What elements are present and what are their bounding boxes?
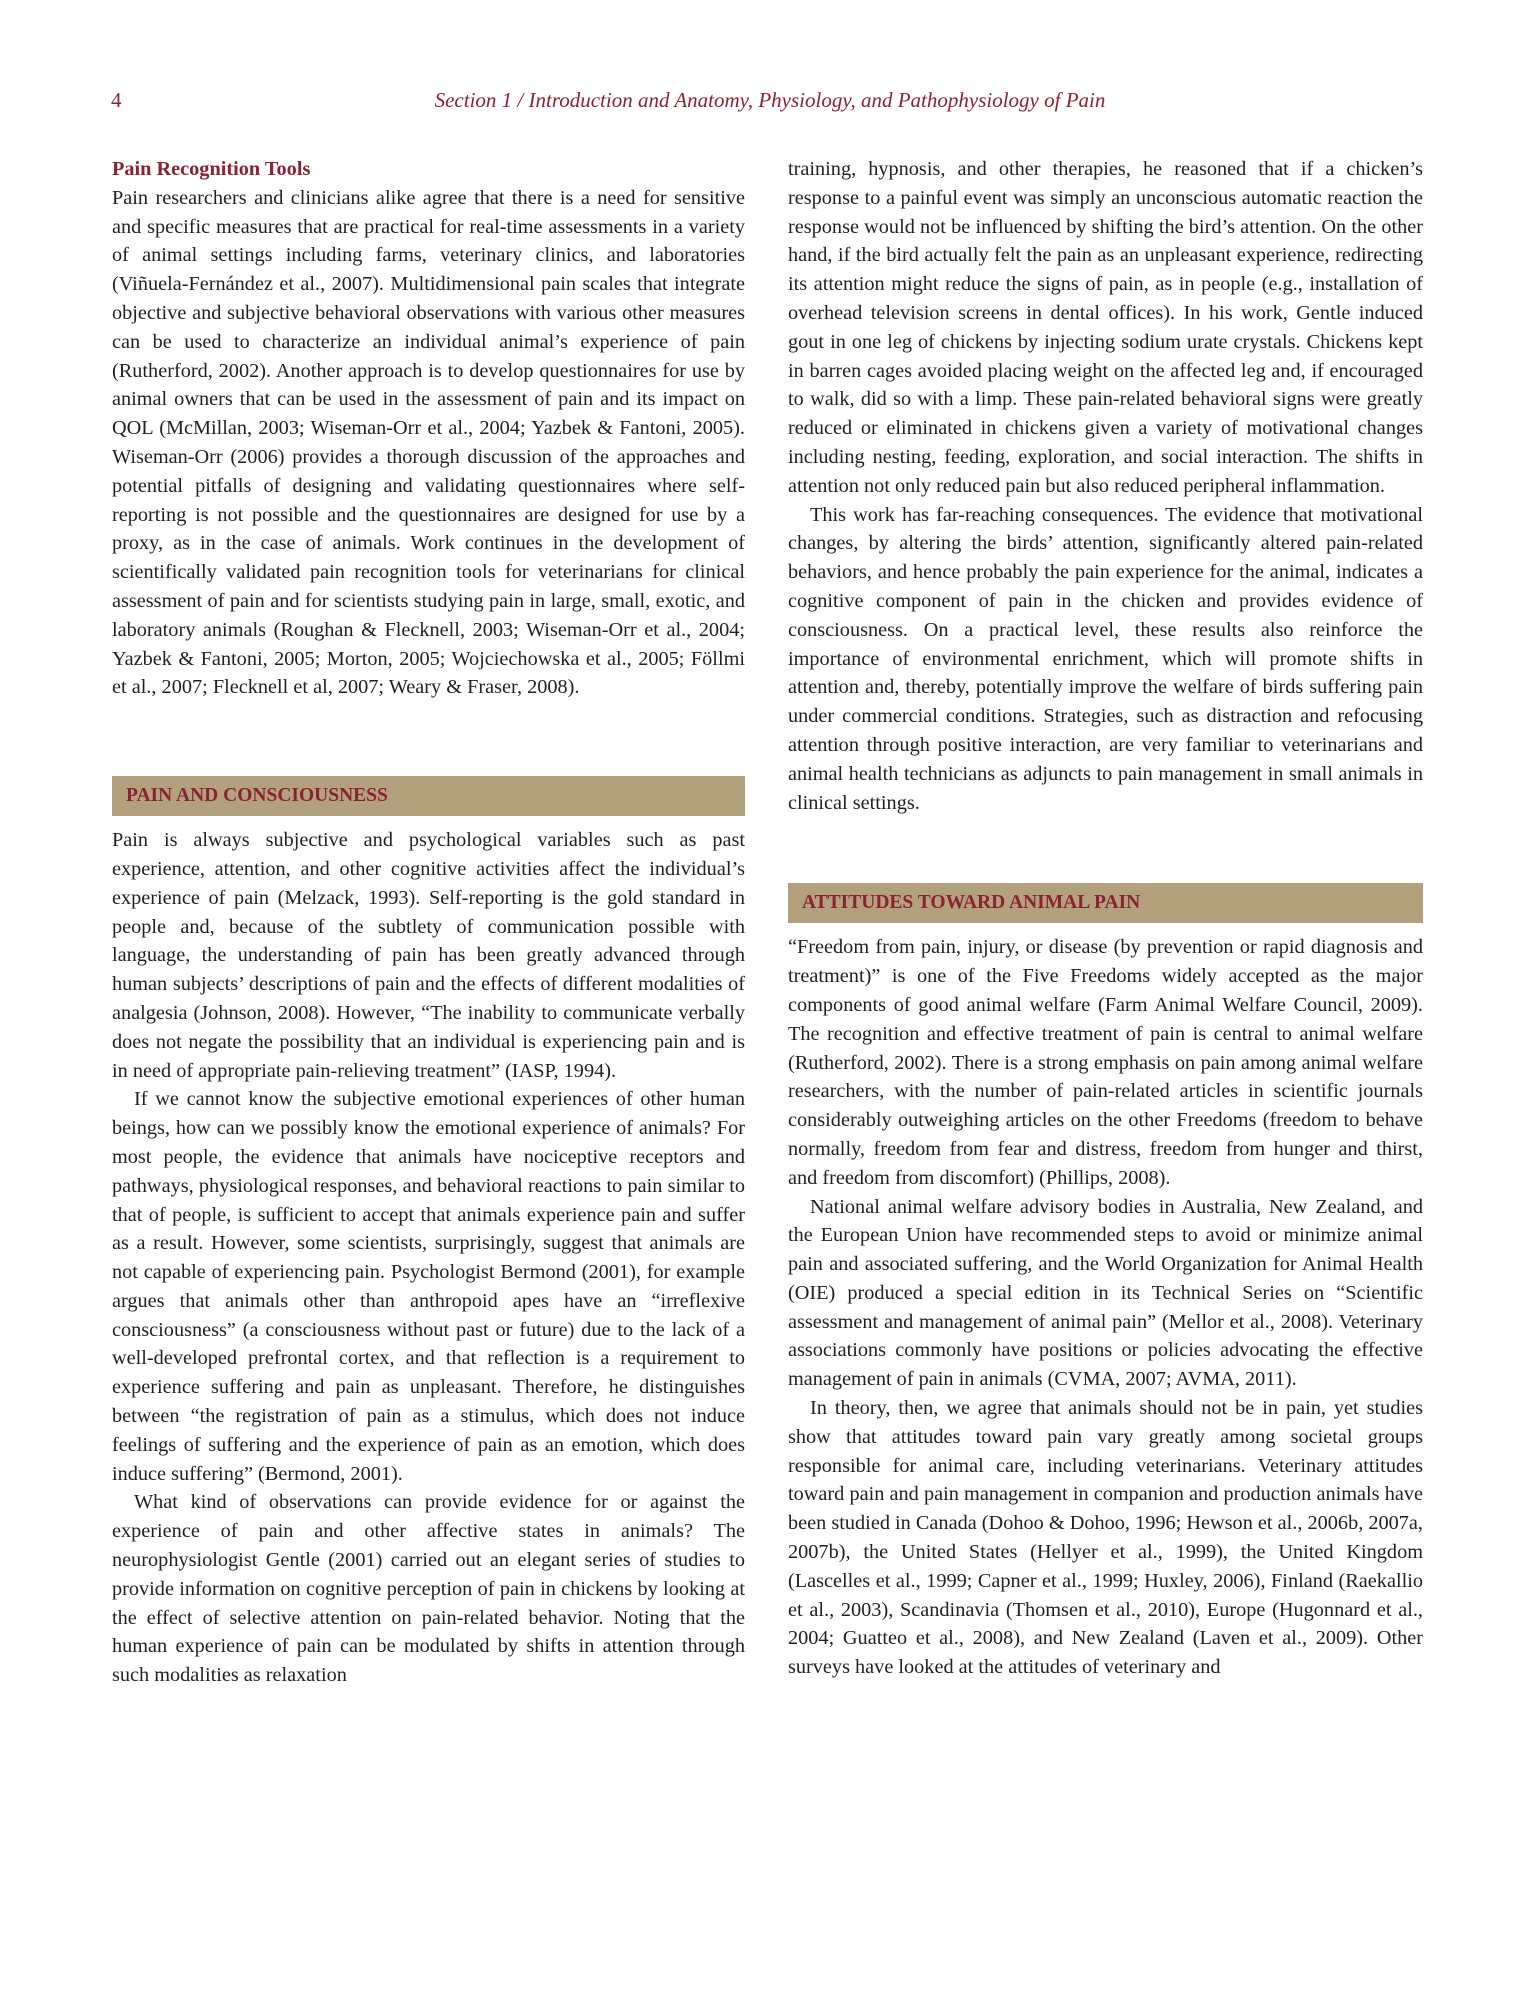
paragraph-five-freedoms: “Freedom from pain, injury, or disease (by prevention or rapid diagnosis and treatment)” is one of the Five Freedoms widely accepted as the major components of good animal welfare (Farm Animal Welfare Council, 2009). The recognition and effective treatment of pain is central to animal welfare (Rutherford, 2002). There is a strong emphasis on pain among animal welfare researchers, with the number of pain-related articles in scientific journals considerably outweighing articles on the other Freedoms (freedom to behave normally, freedom from fear and distress, freedom from hunger and thirst, and freedom from discomfort) (Phillips, 2008). <box>788 936 1423 1189</box>
paragraph-gentle-studies: What kind of observations can provide evidence for or against the experience of pain and other affective states in animals? The neurophysiologist Gentle (2001) carried out an elegant series of studies to provide information on cognitive perception of pain in chickens by looking at the effect of selective attention on pain-related behavior. Noting that the human experience of pain can be modulated by shifts in attention through such modalities as relaxation <box>112 1491 745 1687</box>
paragraph-emotional-experience: If we cannot know the subjective emotional experiences of other human beings, how can we possibly know the emotional experience of animals? For most people, the evidence that animals have nociceptive receptors and pathways, physiological responses, and behavioral reactions to pain similar to that of people, is sufficient to accept that animals experience pain and suffer as a result. However, some scientists, surprisingly, suggest that animals are not capable of experiencing pain. Psychologist Bermond (2001), for example argues that animals other than anthropoid apes have an “irreflexive consciousness” (a consciousness without past or future) due to the lack of a well-developed prefrontal cortex, and that reflection is a requirement to experience suffering and pain as unpleasant. Therefore, he distinguishes between “the registration of pain as a stimulus, which does not induce feelings of suffering and the experience of pain as an emotion, which does induce suffering” (Bermond, 2001). <box>112 1088 745 1485</box>
right-column <box>788 155 1423 1682</box>
section-heading-attitudes-toward-animal-pain: ATTITUDES TOWARD ANIMAL PAIN <box>788 883 1423 923</box>
paragraph-gentle-continued: training, hypnosis, and other therapies, he reasoned that if a chicken’s response to a painful event was simply an unconscious automatic reaction the response would not be influenced by shifting the bird’s attention. On the other hand, if the bird actually felt the pain as an unpleasant experience, redirecting its attention might reduce the signs of pain, as in people (e.g., installation of overhead television screens in dental offices). In his work, Gentle induced gout in one leg of chickens by injecting sodium urate crystals. Chickens kept in barren cages avoided placing weight on the affected leg and, if encouraged to walk, did so with a limp. These pain-related behavioral signs were greatly reduced or eliminated in chickens given a variety of motivational changes including nesting, feeding, exploration, and social interaction. The shifts in attention not only reduced pain but also reduced peripheral inflammation. <box>788 158 1423 497</box>
subhead-pain-recognition-tools: Pain Recognition Tools <box>112 158 311 180</box>
left-column <box>112 155 745 1690</box>
paragraph-consequences: This work has far-reaching consequences. The evidence that motivational changes, by altering the birds’ attention, significantly altered pain-related behaviors, and hence probably the pain experience for the animal, indicates a cognitive component of pain in the chicken and provides evidence of consciousness. On a practical level, these results also reinforce the importance of environmental enrichment, which will promote shifts in attention and, thereby, potentially improve the welfare of birds suffering pain under commercial conditions. Strategies, such as distraction and refocusing attention through positive interaction, are very familiar to veterinarians and animal health technicians as adjuncts to pain management in small animals in clinical settings. <box>788 503 1423 814</box>
paragraph-advisory-bodies: National animal welfare advisory bodies in Australia, New Zealand, and the European Union have recommended steps to avoid or minimize animal pain and associated suffering, and the World Organization for Animal Health (OIE) produced a special edition in its Technical Series on “Scientific assessment and management of animal pain” (Mellor et al., 2008). Veterinary associations commonly have positions or policies advocating the effective management of pain in animals (CVMA, 2007; AVMA, 2011). <box>788 1195 1423 1391</box>
paragraph-veterinary-attitudes: In theory, then, we agree that animals should not be in pain, yet studies show that attitudes toward pain vary greatly among societal groups responsible for animal care, including veterinarians. Veterinary attitudes toward pain and pain management in companion and production animals have been studied in Canada (Dohoo & Dohoo, 1996; Hewson et al., 2006b, 2007a, 2007b), the United States (Hellyer et al., 1999), the United Kingdom (Lascelles et al., 1999; Capner et al., 1999; Huxley, 2006), Finland (Raekallio et al., 2003), Scandinavia (Thomsen et al., 2010), Europe (Hugonnard et al., 2004; Guatteo et al., 2008), and New Zealand (Laven et al., 2009). Other surveys have looked at the attitudes of veterinary and <box>788 1397 1423 1679</box>
page-number: 4 <box>111 88 122 112</box>
section-heading-pain-and-consciousness: PAIN AND CONSCIOUSNESS <box>112 776 745 816</box>
paragraph-subjective-pain: Pain is always subjective and psychological variables such as past experience, attention, and other cognitive activities affect the individual’s experience of pain (Melzack, 1993). Self-reporting is the gold standard in people and, because of the subtlety of communication possible with language, the understanding of pain has been greatly advanced through human subjects’ descriptions of pain and the effects of different modalities of analgesia (Johnson, 2008). However, “The inability to communicate verbally does not negate the possibility that an individual is experiencing pain and is in need of appropriate pain-relieving treatment” (IASP, 1994). <box>112 829 745 1082</box>
running-title: Section 1 / Introduction and Anatomy, Physiology, and Pathophysiology of Pain <box>434 88 1106 112</box>
paragraph-pain-recognition: Pain researchers and clinicians alike agree that there is a need for sensitive and specific measures that are practical for real-time assessments in a variety of animal settings including farms, veterinary clinics, and laboratories (Viñuela-Fernández et al., 2007). Multidimensional pain scales that integrate objective and subjective behavioral observations with various other measures can be used to characterize an individual animal’s experience of pain (Rutherford, 2002). Another approach is to develop questionnaires for use by animal owners that can be used in the assessment of pain and its impact on QOL (McMillan, 2003; Wiseman-Orr et al., 2004; Yazbek & Fantoni, 2005). Wiseman-Orr (2006) provides a thorough discussion of the approaches and potential pitfalls of designing and validating questionnaires where self-reporting is not possible and the questionnaires are designed for use by a proxy, as in the case of animals. Work continues in the development of scientifically validated pain recognition tools for veterinarians for clinical assessment of pain and for scientists studying pain in large, small, exotic, and laboratory animals (Roughan & Flecknell, 2003; Wiseman-Orr et al., 2004; Yazbek & Fantoni, 2005; Morton, 2005; Wojciechowska et al., 2005; Föllmi et al., 2007; Flecknell et al, 2007; Weary & Fraser, 2008). <box>112 186 745 699</box>
